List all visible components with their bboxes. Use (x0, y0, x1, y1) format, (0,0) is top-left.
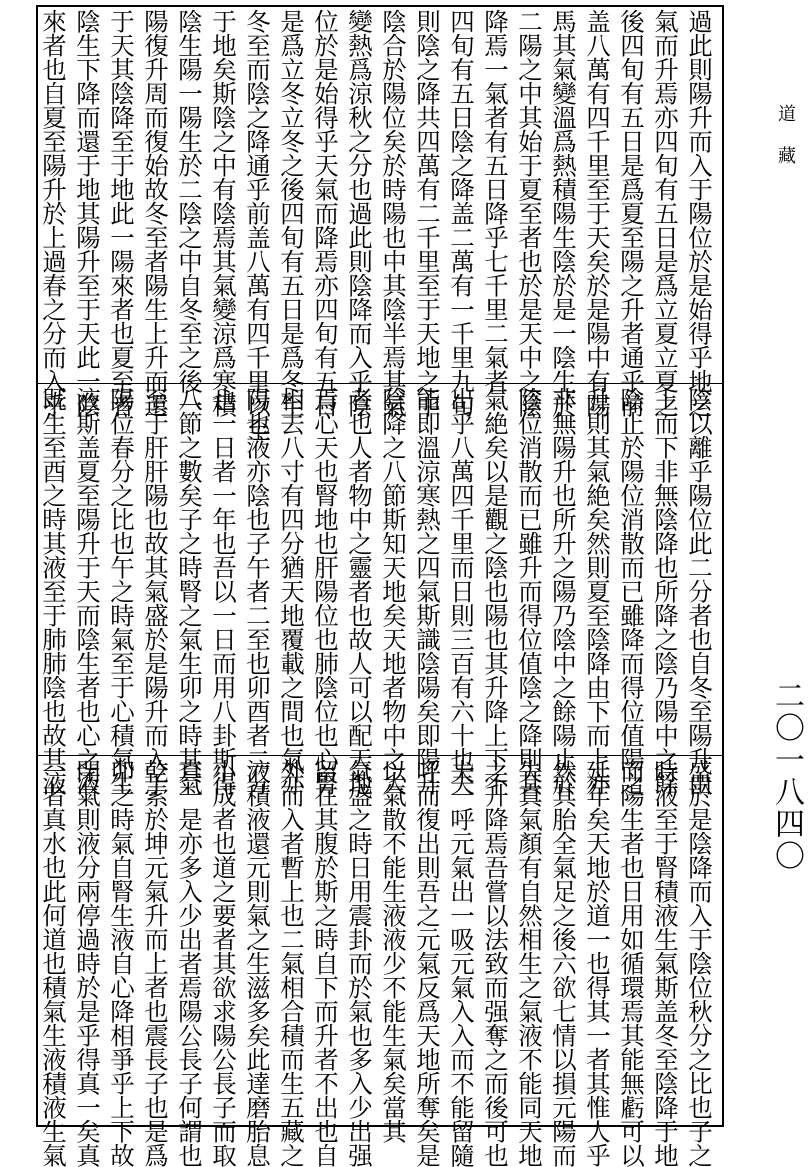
text-column: 後四旬有五日是爲夏至陽之升者通乎前 (617, 9, 646, 417)
text-column: 呼而復出則吾之元氣反爲天地所奪矣是 (413, 759, 442, 1167)
text-column: 盖八萬有四千里至于天矣於是陽中有陽 (583, 9, 612, 417)
text-column: 降焉一氣者有五日降乎七千里二氣者 (481, 9, 510, 393)
panel-divider-1 (38, 383, 722, 384)
text-column: 者也人者物中之靈者也故人可以配天地 (345, 387, 374, 795)
text-column: 二陽之中其始于夏至者也於是天中之陰 (515, 9, 544, 417)
text-column: 則陰之降共四萬有二千里至于天地之中 (413, 9, 442, 417)
text-column: 陰位消散而已雖升而得位值陰之降則其 (515, 387, 544, 795)
text-column: 八節之數矣子之時腎之氣生卯之時其氣 (175, 387, 204, 795)
text-column: 液積液還元則氣之生滋多矣此達磨胎息 (243, 759, 272, 1167)
text-column: 過此則陽升而入于陽位於是始得乎地之 (685, 9, 714, 417)
text-column: 至于肝肝陽也故其氣盛於是陽升而入于 (141, 387, 170, 795)
text-column: 上而下非無陰降也所降之陰乃陽中之餘 (651, 387, 680, 795)
text-column: 氣盛之時日用震卦而於氣也多入少出强 (345, 759, 374, 1167)
text-column: 于地矣斯陰之中有陰焉其氣變涼爲寒積 (209, 9, 238, 417)
panel-divider-2 (38, 755, 722, 756)
text-column: 馬其氣變溫爲熱積陽生陰於是一陰生於 (549, 9, 578, 417)
text-column: 小成者也道之要者其欲求陽公長子而取 (209, 759, 238, 1167)
text-column: 然其胎全氣足之後六欲七情以損元陽而 (549, 759, 578, 1167)
text-column: 卯之時氣自腎生液自心降相爭乎上下故 (107, 759, 136, 1167)
text-column: 真一是亦多入少出者焉陽公長子何謂也 (175, 759, 204, 1167)
text-panel-top (38, 9, 722, 441)
text-column: 相去八寸有四分猶天地覆載之間也氣亦 (277, 387, 306, 795)
page-number: 二〇一八四〇 (769, 680, 804, 872)
text-column: 焉心天也腎地也肝陽位也肺陰位也心腎 (311, 387, 340, 795)
text-column: 陰以離乎陽位此二分者也自冬至陽升由 (685, 387, 714, 795)
text-column: 陽復升周而復始故冬至者陽生上升而還 (141, 9, 170, 417)
margin-title: 道藏 (775, 104, 796, 188)
text-column: 也一日者一年也吾以一日而用八卦斯得 (209, 387, 238, 795)
text-column: 失真氣顏有自然相生之氣液不能同天地 (515, 759, 544, 1167)
text-column: 出乎八萬四千里而日則三百有六十也夫 (447, 387, 476, 795)
text-column: 陰止於陽位消散而已雖降而得位值陽之 (617, 387, 646, 795)
text-column: 延年矣天地於道一也得其一者其惟人乎 (583, 759, 612, 1167)
text-column: 陽位春分之比也午之時氣至于心積氣生 (107, 387, 136, 795)
text-column: 位於是始得乎天氣而降焉亦四旬有五日 (311, 9, 340, 417)
page-frame (36, 5, 724, 1167)
text-column: 來者也自夏至陽升於上過春之分而入乎 (39, 9, 68, 417)
text-column: 陽也液亦陰也子午者二至也卯酉者二分 (243, 387, 272, 795)
text-column: 以氣散不能生液液少不能生氣矣當其 (379, 759, 408, 1143)
text-column: 四旬有五日陰之降盖二萬有一千里九旬 (447, 9, 476, 417)
text-column: 時液至于腎積液生氣斯盖冬至陰降于地 (651, 759, 680, 1167)
text-column: 閉氣則液分兩停過時於是乎得真一矣真 (73, 759, 102, 1167)
text-column: 乾索於坤元氣升而上者也震長子也是爲 (141, 759, 170, 1167)
text-column: 陰生陽一陽生於二陰之中自冬至之後一 (175, 9, 204, 417)
text-column: 氣而升焉亦四旬有五日是爲立夏立夏之 (651, 9, 680, 417)
text-column: 升則其氣絶矣然則夏至陰降由下而上亦 (583, 387, 612, 795)
text-column: 盛於是陰降而入于陰位秋分之比也子之 (685, 759, 714, 1167)
text-column: 夫一呼元氣出一吸元氣入入而不能留隨 (447, 759, 476, 1167)
text-column: 氣絶矣以是觀之陰也陽也其升降上下不 (481, 387, 510, 795)
text-column: 能即溫涼寒熱之四氣斯識陰陽矣即陽升 (413, 387, 442, 795)
text-column: 陰合於陽位矣於時陽也中其陰半焉其氣 (379, 9, 408, 417)
text-column: 于天其陰降至于地此一陽來者也夏至者 (107, 9, 136, 417)
text-column: 冬至而陰之降通乎前盖八萬有四千里以至 (243, 9, 272, 441)
text-column: 外而入者暫上也二氣相合積而生五藏之 (277, 759, 306, 1167)
text-column: 而陽生者也日用如循環焉其能無虧可以 (617, 759, 646, 1167)
text-column: 既生至酉之時其液至于肺肺陰也故其液 (39, 387, 68, 795)
text-column: 陰生下降而還于地其陽升至于天此一陰 (73, 9, 102, 417)
text-column: 是爲立冬立冬之後四旬有五日是爲冬至 (277, 9, 306, 417)
text-panel-middle (38, 387, 722, 795)
text-column: 液斯盖夏至陽升于天而陰生者也心之液 (73, 387, 102, 795)
text-column: 之升降焉吾嘗以法致而强奪之而後可也 (481, 759, 510, 1167)
text-column: 留在其腹於斯之時自下而升者不出也自 (311, 759, 340, 1167)
text-column: 變熱爲涼秋之分也過此則陰降而入乎陰 (345, 9, 374, 417)
text-column: 一者真水也此何道也積氣生液積液生氣 (39, 759, 68, 1167)
text-panel-bottom (38, 759, 722, 1167)
text-column: 非無陽升也所升之陽乃陰中之餘陽止於 (549, 387, 578, 795)
text-column: 陰降之八節斯知天地矣天地者物中之大 (379, 387, 408, 795)
